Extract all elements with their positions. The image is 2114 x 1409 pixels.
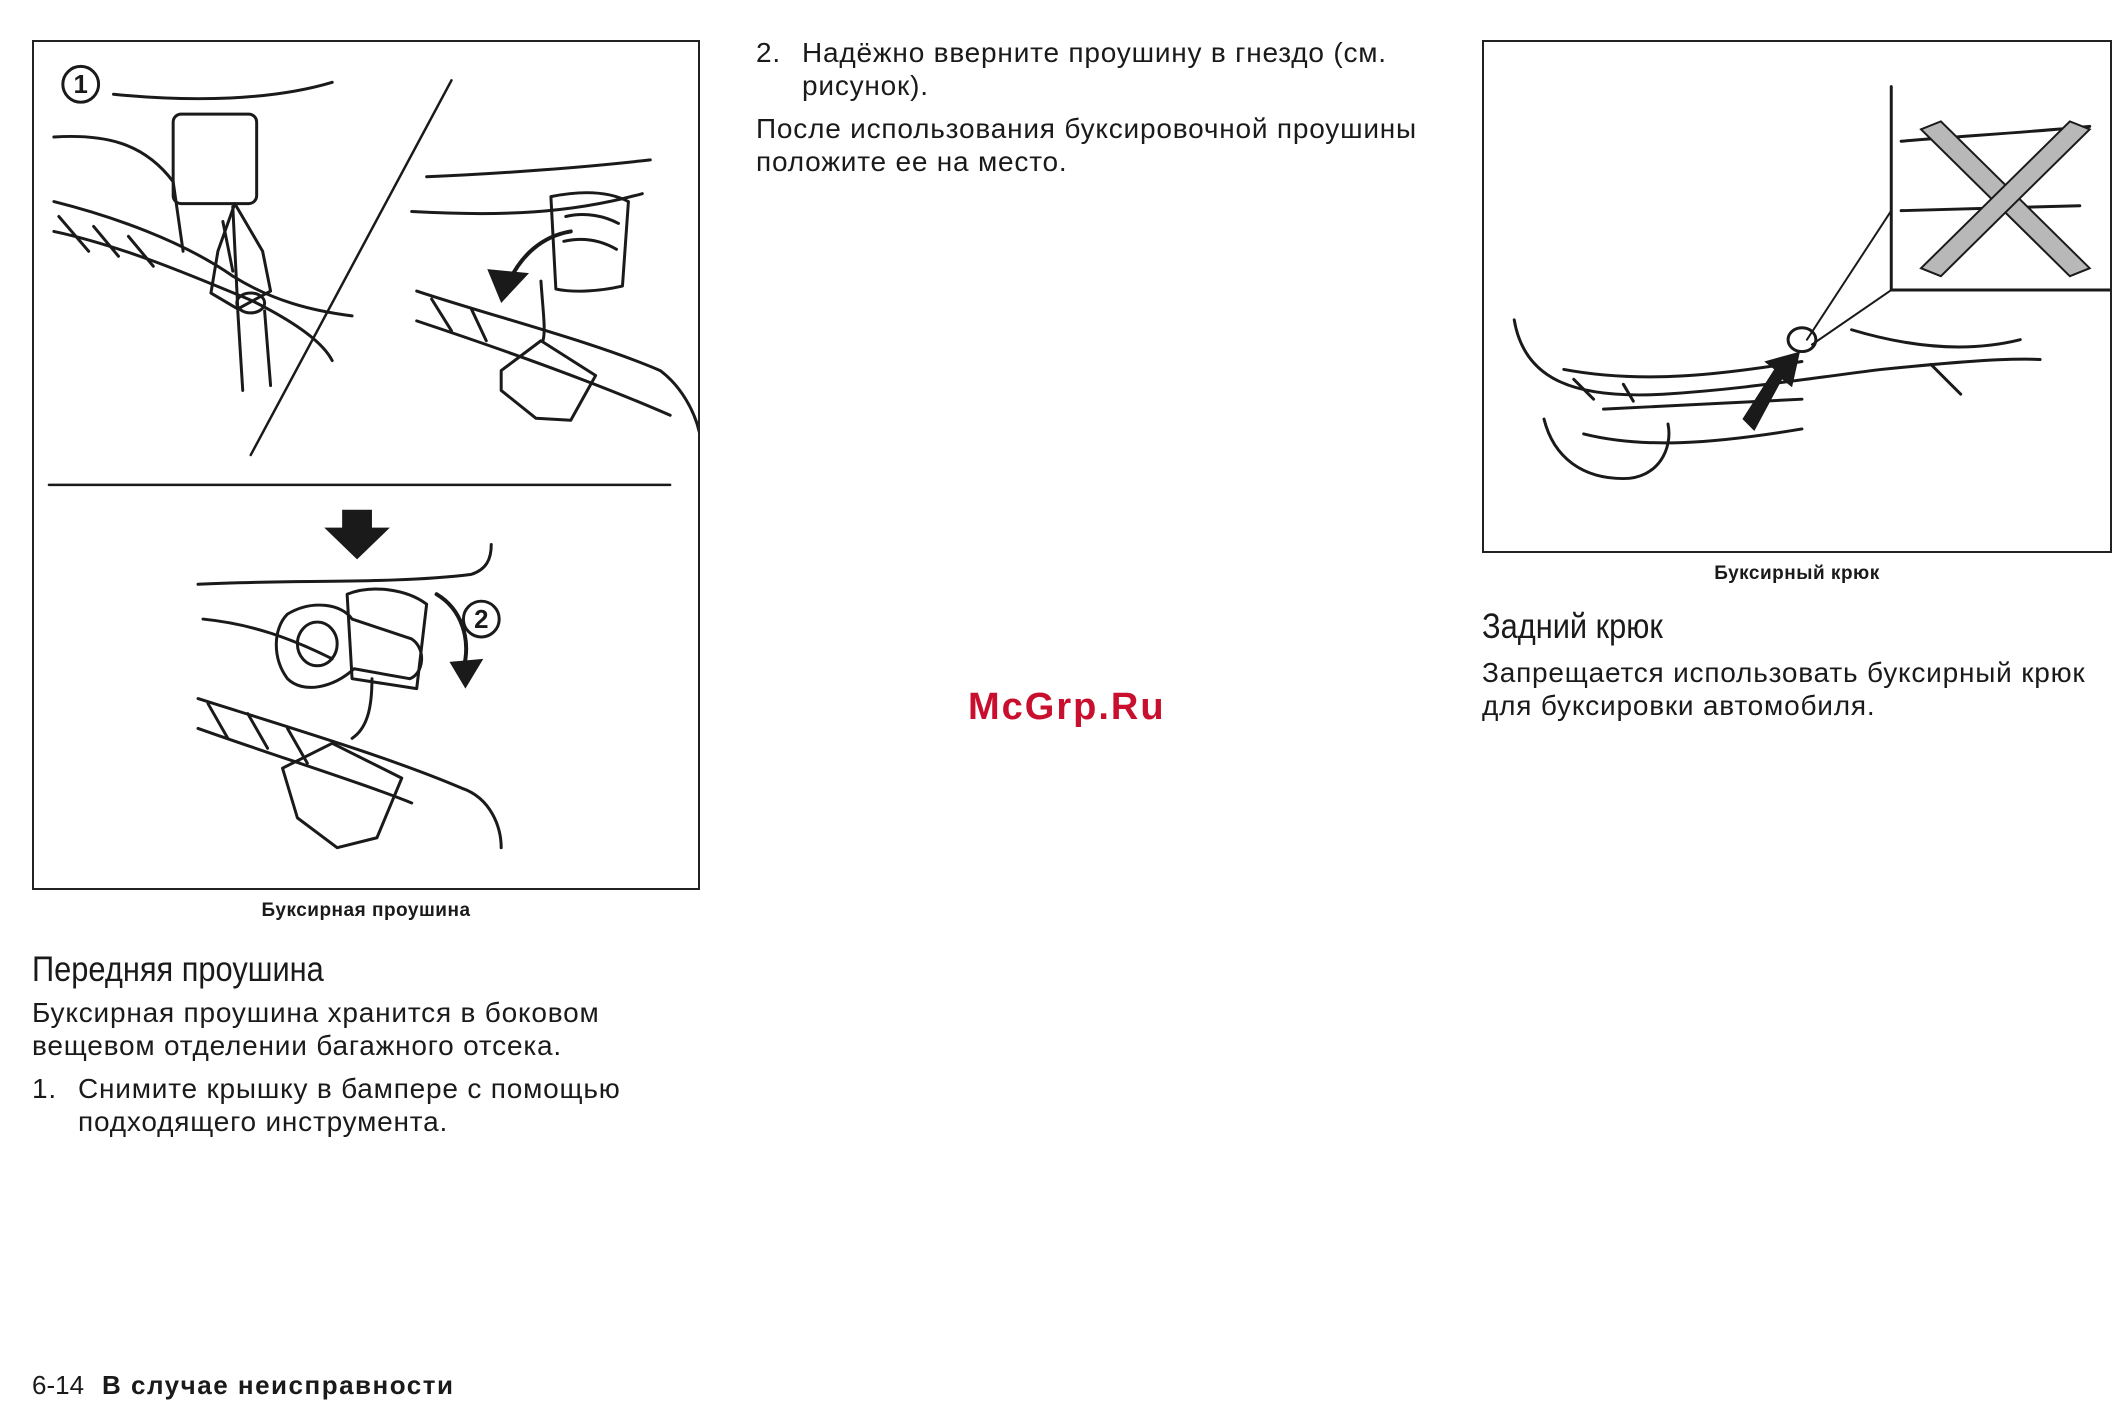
step-1 (32, 1072, 704, 1142)
front-section-heading: Передняя проушина (32, 950, 324, 989)
step-mark-1: 1 (73, 71, 88, 100)
step-2-number: 2. (756, 37, 781, 68)
after-use-text: После использования буксировочной проушины положите ее на место. (756, 113, 1417, 177)
step-2-text: Надёжно вверните проушину в гнездо (см. рисунок). (802, 37, 1387, 101)
step-1-text: Снимите крышку в бампере с помощью подходящего инструмента. (78, 1073, 621, 1137)
figure-rear-tow-hook (1482, 40, 2112, 553)
front-tow-eye-illustration (34, 42, 698, 888)
step-2 (756, 36, 1428, 106)
front-section-intro: Буксирная проушина хранится в боковом вещевом отделении багажного отсека. (32, 997, 600, 1061)
step-mark-2: 2 (474, 606, 489, 635)
rear-section-heading: Задний крюк (1482, 607, 1663, 646)
chapter-title: В случае неисправности (102, 1370, 455, 1400)
step-1-number: 1. (32, 1073, 57, 1104)
rear-section-text: Запрещается использовать буксирный крюк для буксировки автомобиля. (1482, 657, 2086, 721)
rear-tow-hook-illustration (1484, 42, 2110, 551)
figure-front-caption: Буксирная проушина (261, 900, 471, 921)
figure-rear-caption: Буксирный крюк (1714, 563, 1880, 584)
page-number: 6-14 (32, 1370, 85, 1400)
figure-front-tow-eye (32, 40, 700, 890)
page-footer (32, 1370, 454, 1401)
watermark: McGrp.Ru (968, 686, 1166, 728)
